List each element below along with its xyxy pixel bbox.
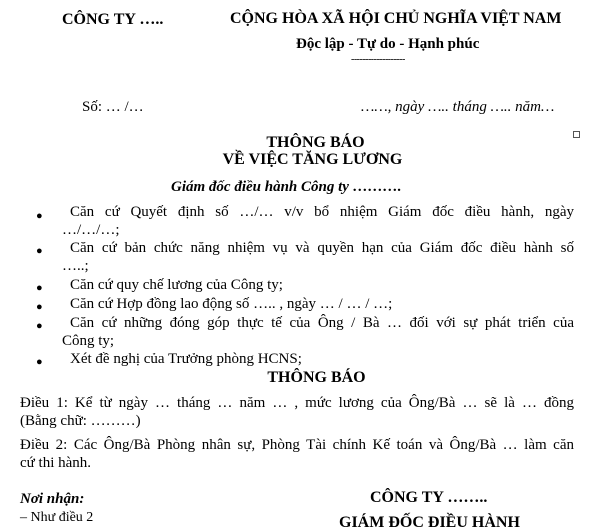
article-2: Điều 2: Các Ông/Bà Phòng nhân sự, Phòng Tài chính Kế toán và Ông/Bà … làm căn: [20, 437, 574, 453]
bullet-icon: ●: [36, 210, 43, 222]
basis-item-2: Căn cứ bản chức năng nhiệm vụ và quyền hạn của Giám đốc điều hành số: [70, 240, 574, 256]
bullet-icon: ●: [36, 282, 43, 294]
nation-title: CỘNG HÒA XÃ HỘI CHỦ NGHĨA VIỆT NAM: [230, 10, 562, 27]
basis-item-3: Căn cứ quy chế lương của Công ty;: [70, 277, 283, 293]
bullet-icon: ●: [36, 301, 43, 313]
basis-item-6: Xét đề nghị của Trưởng phòng HCNS;: [70, 351, 302, 367]
article-1: Điều 1: Kể từ ngày … tháng … năm … , mức lương của Ông/Bà … sẽ là … đồng: [20, 395, 574, 411]
basis-item-4: Căn cứ Hợp đồng lao động số ….. , ngày … / … / …;: [70, 296, 393, 312]
basis-item-1: Căn cứ Quyết định số …/… v/v bổ nhiệm Giám đốc điều hành, ngày: [70, 204, 574, 220]
bullet-icon: ●: [36, 356, 43, 368]
paragraph-mark-icon: [573, 131, 580, 138]
article-1-cont: (Bằng chữ: ………): [20, 413, 141, 429]
basis-item-5-cont: Công ty;: [62, 333, 115, 349]
signature-title: GIÁM ĐỐC ĐIỀU HÀNH: [339, 514, 520, 531]
title-notice: THÔNG BÁO: [266, 134, 365, 151]
article-2-cont: cứ thi hành.: [20, 455, 92, 471]
header-divider: -------------------: [351, 54, 405, 65]
signature-company: CÔNG TY ……..: [370, 489, 488, 506]
motto: Độc lập - Tự do - Hạnh phúc: [296, 36, 480, 52]
basis-item-5: Căn cứ những đóng góp thực tế của Ông / Bà … đối với sự phát triển của: [70, 315, 574, 331]
basis-item-1-cont: …/…/…;: [62, 222, 120, 238]
notice-heading: THÔNG BÁO: [267, 369, 366, 386]
recipient-item: – Như điều 2: [20, 510, 94, 525]
basis-item-2-cont: …..;: [62, 258, 89, 274]
recipients-label: Nơi nhận:: [20, 491, 85, 507]
document-date: ……, ngày ….. tháng ….. năm…: [361, 99, 555, 115]
document-number: Số: … /…: [82, 99, 144, 115]
bullet-icon: ●: [36, 320, 43, 332]
bullet-icon: ●: [36, 245, 43, 257]
company-name: CÔNG TY …..: [62, 11, 164, 28]
issuer-line: Giám đốc điều hành Công ty ……….: [171, 179, 402, 195]
title-subject: VỀ VIỆC TĂNG LƯƠNG: [222, 151, 403, 168]
